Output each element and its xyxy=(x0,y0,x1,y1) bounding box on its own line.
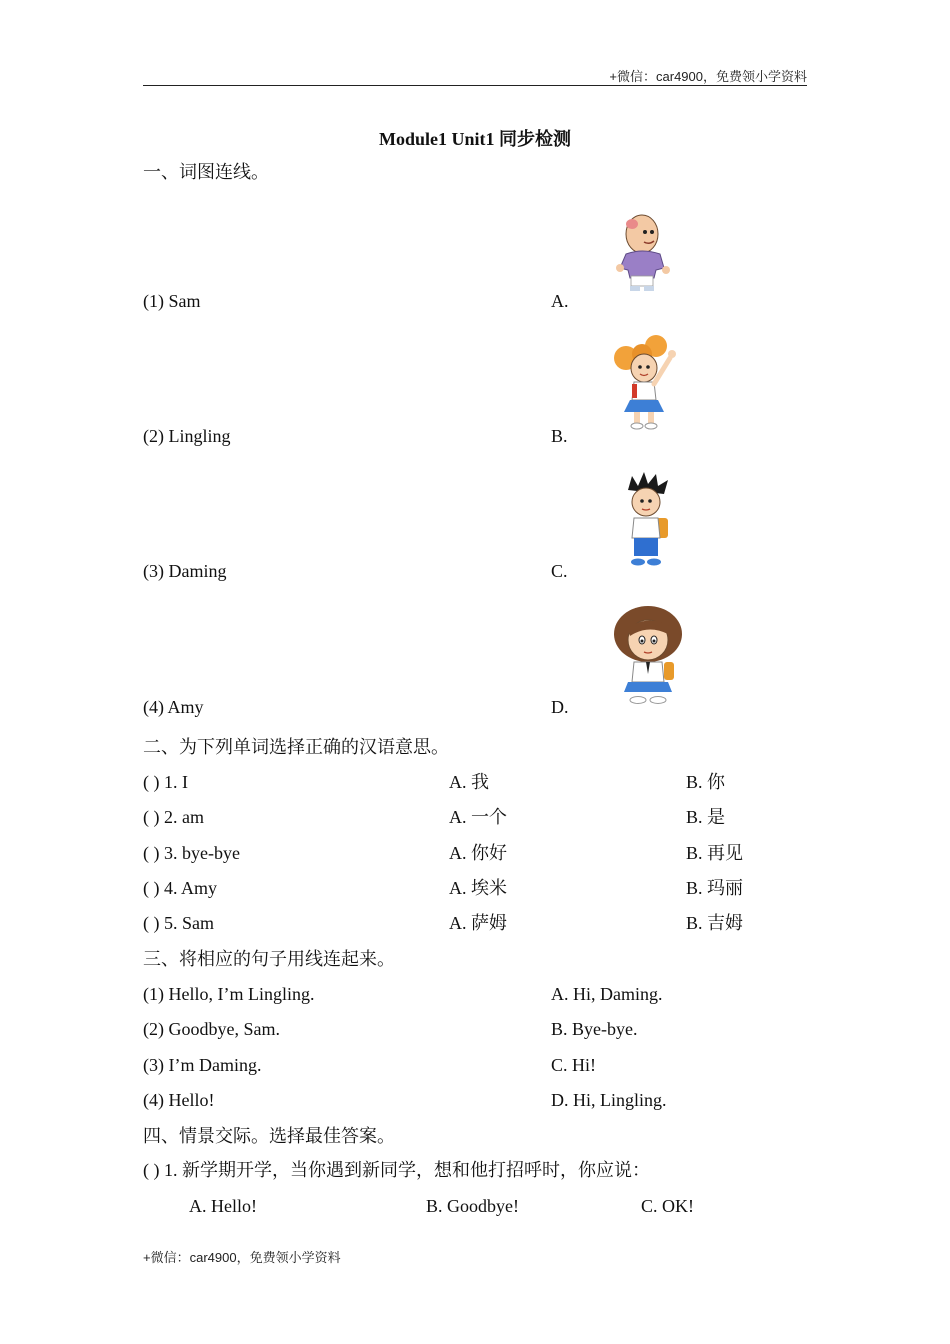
choice-question-3: ( ) 3. bye-bye xyxy=(143,843,240,863)
section3-heading: 三、将相应的句子用线连起来。 xyxy=(143,949,395,969)
choice-question-1: ( ) 1. I xyxy=(143,772,188,792)
situation-question-1: ( ) 1. 新学期开学，当你遇到新同学，想和他打招呼时，你应说： xyxy=(143,1160,650,1180)
choice-4-option-b: B. 玛丽 xyxy=(686,878,744,898)
choice-question-2: ( ) 2. am xyxy=(143,807,204,827)
choice-4-option-a: A. 埃米 xyxy=(449,878,507,898)
match-word-1: (1) Sam xyxy=(143,291,201,311)
match-letter-b: B. xyxy=(551,426,568,446)
sentence-right-a: A. Hi, Daming. xyxy=(551,984,663,1004)
match-letter-d: D. xyxy=(551,697,569,717)
choice-1-option-a: A. 我 xyxy=(449,772,489,792)
match-letter-a: A. xyxy=(551,291,569,311)
sentence-right-d: D. Hi, Lingling. xyxy=(551,1090,667,1110)
situation-option-c: C. OK! xyxy=(641,1196,694,1216)
situation-option-b: B. Goodbye! xyxy=(426,1196,519,1216)
footer-watermark: +微信：car4900，免费领小学资料 xyxy=(143,1250,341,1265)
situation-option-a: A. Hello! xyxy=(189,1196,257,1216)
choice-question-5: ( ) 5. Sam xyxy=(143,913,214,933)
section2-heading: 二、为下列单词选择正确的汉语意思。 xyxy=(143,737,449,757)
lingling-cartoon-image xyxy=(612,334,686,432)
choice-2-option-b: B. 是 xyxy=(686,807,726,827)
match-word-2: (2) Lingling xyxy=(143,426,231,446)
sentence-left-3: (3) I’m Daming. xyxy=(143,1055,262,1075)
choice-1-option-b: B. 你 xyxy=(686,772,726,792)
section4-heading: 四、情景交际。选择最佳答案。 xyxy=(143,1126,395,1146)
choice-5-option-b: B. 吉姆 xyxy=(686,913,744,933)
choice-5-option-a: A. 萨姆 xyxy=(449,913,507,933)
match-letter-c: C. xyxy=(551,561,568,581)
sentence-left-4: (4) Hello! xyxy=(143,1090,215,1110)
sam-cartoon-image xyxy=(612,212,674,294)
choice-3-option-a: A. 你好 xyxy=(449,843,507,863)
choice-2-option-a: A. 一个 xyxy=(449,807,507,827)
sentence-left-2: (2) Goodbye, Sam. xyxy=(143,1019,280,1039)
match-word-3: (3) Daming xyxy=(143,561,227,581)
match-word-4: (4) Amy xyxy=(143,697,204,717)
amy-cartoon-image xyxy=(608,604,688,708)
sentence-right-c: C. Hi! xyxy=(551,1055,596,1075)
page-title: Module1 Unit1 同步检测 xyxy=(378,129,571,149)
daming-cartoon-image xyxy=(618,472,674,570)
header-watermark: +微信：car4900，免费领小学资料 xyxy=(609,69,807,84)
header-divider xyxy=(143,85,807,86)
choice-3-option-b: B. 再见 xyxy=(686,843,744,863)
choice-question-4: ( ) 4. Amy xyxy=(143,878,217,898)
sentence-right-b: B. Bye-bye. xyxy=(551,1019,638,1039)
section1-heading: 一、词图连线。 xyxy=(143,162,269,182)
sentence-left-1: (1) Hello, I’m Lingling. xyxy=(143,984,315,1004)
